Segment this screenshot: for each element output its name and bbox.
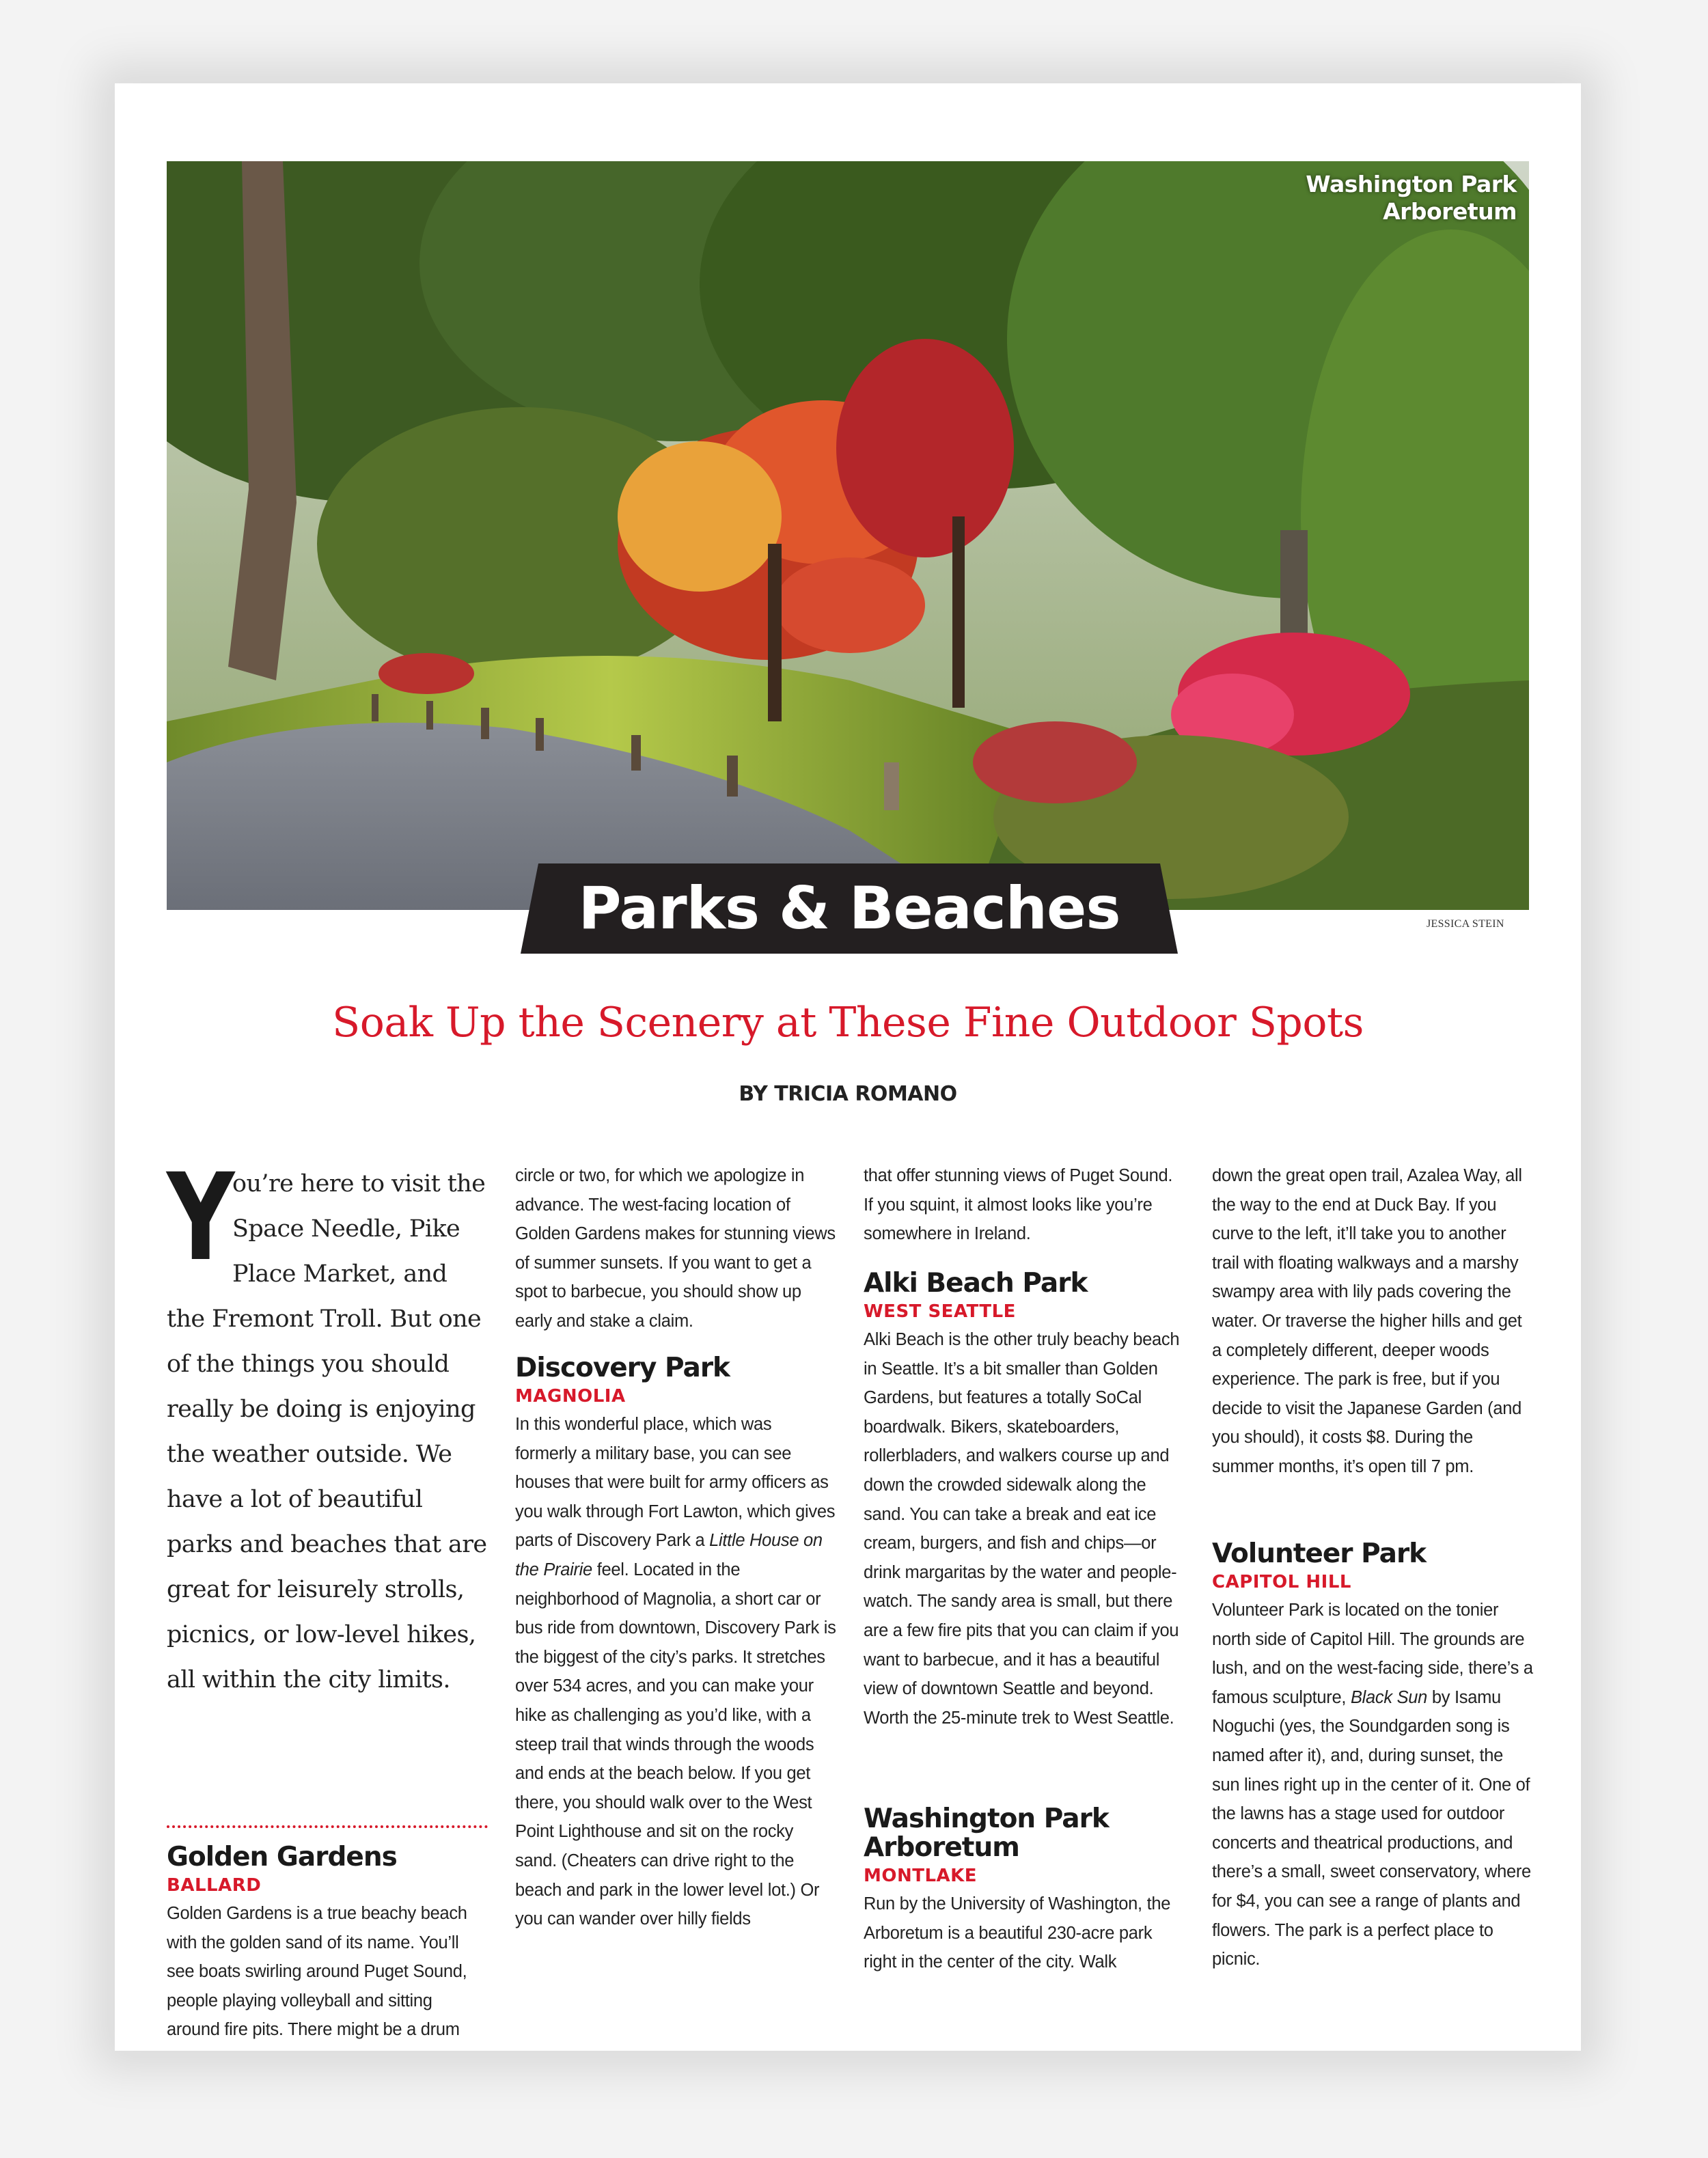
section-location: MAGNOLIA <box>515 1386 626 1407</box>
dotted-divider <box>167 1825 488 1828</box>
section-golden-gardens <box>167 1843 488 2045</box>
section-text: Run by the University of Washington, the Arboretum is a beautiful 230-acre park right in the center of the city. Walk <box>864 1894 1171 1972</box>
section-location: BALLARD <box>167 1875 262 1896</box>
banner-title: Parks & Beaches <box>578 874 1120 943</box>
byline: BY TRICIA ROMANO <box>739 1082 957 1106</box>
section-text: Golden Gardens is a true beachy beach with the golden sand of its name. You’ll see boats swirling around Puget Sound, people playing volleyball and sitting around fire pits. There might be a drum <box>167 1904 467 2040</box>
section-location: WEST SEATTLE <box>864 1301 1016 1322</box>
section-title: Volunteer Park <box>1212 1538 1427 1569</box>
photo-credit: JESSICA STEIN <box>1427 918 1504 930</box>
section-discovery-park <box>515 1354 836 1934</box>
photo-caption: Washington Park Arboretum <box>1306 171 1517 225</box>
section-title: Golden Gardens <box>167 1842 397 1872</box>
intro-paragraph <box>167 1148 488 1702</box>
section-text: Volunteer Park is located on the tonier north side of Capitol Hill. The grounds are lush, and on the west-facing side, there’s a famous sculpture, Black Sun by Isamu Noguchi (yes, the Soundgarden song is named after it), and, during sunset, the sun lines right up in the center of it. One of the lawns has a stage used for outdoor concerts and theatrical productions, and there’s a small, sweet conservatory, where for $4, you can see a range of plants and flowers. The park is a perfect place to picnic. <box>1212 1601 1533 1969</box>
section-title: Washington Park Arboretum <box>864 1803 1109 1863</box>
park-photo <box>167 161 1529 910</box>
section-washington-park-arboretum <box>864 1805 1185 1977</box>
arboretum-continued <box>1212 1161 1533 1482</box>
section-title: Alki Beach Park <box>864 1268 1088 1299</box>
section-volunteer-park <box>1212 1540 1533 1974</box>
discovery-park-continued <box>864 1161 1185 1249</box>
section-alki-beach <box>864 1269 1185 1732</box>
section-banner <box>521 863 1178 954</box>
section-location: MONTLAKE <box>864 1866 978 1886</box>
section-text: that offer stunning views of Puget Sound. If you squint, it almost looks like you’re somewhere in Ireland. <box>864 1166 1173 1244</box>
park-scene-image <box>167 161 1529 910</box>
section-title: Discovery Park <box>515 1353 730 1383</box>
section-text: circle or two, for which we apologize in advance. The west-facing location of Golden Gardens makes for stunning views of summer sunsets. If you want to get a spot to barbecue, you should show up early and stake a claim. <box>515 1166 836 1331</box>
section-location: CAPITOL HILL <box>1212 1572 1351 1592</box>
golden-gardens-continued <box>515 1161 836 1336</box>
section-text: down the great open trail, Azalea Way, all the way to the end at Duck Bay. If you curve to the left, it’ll take you to another trail with floating walkways and a marshy swampy area with lily pads covering the water. Or traverse the higher hills and get a completely different, deeper woods experience. The park is free, but if you decide to visit the Japanese Garden (and you should), it costs $8. During the summer months, it’s open till 7 pm. <box>1212 1166 1522 1476</box>
article-subtitle: Soak Up the Scenery at These Fine Outdoor Spots <box>332 999 1364 1047</box>
magazine-page <box>115 83 1581 2051</box>
intro-text: ou’re here to visit the Space Needle, Pike Place Market, and the Fremont Troll. But one of the things you should really be doing is enjoying the weather outside. We have a lot of beautiful parks and beaches that are great for leisurely strolls, picnics, or low-level hikes, all within the city limits. <box>167 1170 487 1693</box>
drop-cap: Y <box>167 1148 234 1288</box>
section-text: In this wonderful place, which was formerly a military base, you can see houses that were built for army officers as you walk through Fort Lawton, which gives parts of Discovery Park a Little House on the Prairie feel. Located in the neighborhood of Magnolia, a short car or bus ride from downtown, Discovery Park is the biggest of the city’s parks. It stretches over 534 acres, and you can make your hike as challenging as you’d like, with a steep trail that winds through the woods and ends at the beach below. If you get there, you should walk over to the West Point Lighthouse and sit on the rocky sand. (Cheaters can drive right to the beach and park in the lower level lot.) Or you can wander over hilly fields <box>515 1415 836 1929</box>
section-text: Alki Beach is the other truly beachy beach in Seattle. It’s a bit smaller than Golden Gardens, but features a totally SoCal boardwalk. Bikers, skateboarders, rollerbladers, and walkers course up and down the crowded sidewalk along the sand. You can take a break and eat ice cream, burgers, and fish and chips—or drink margaritas by the water and people-watch. The sandy area is small, but there are a few fire pits that you can claim if you want to barbecue, and it has a beautiful view of downtown Seattle and beyond. Worth the 25-minute trek to West Seattle. <box>864 1330 1180 1728</box>
